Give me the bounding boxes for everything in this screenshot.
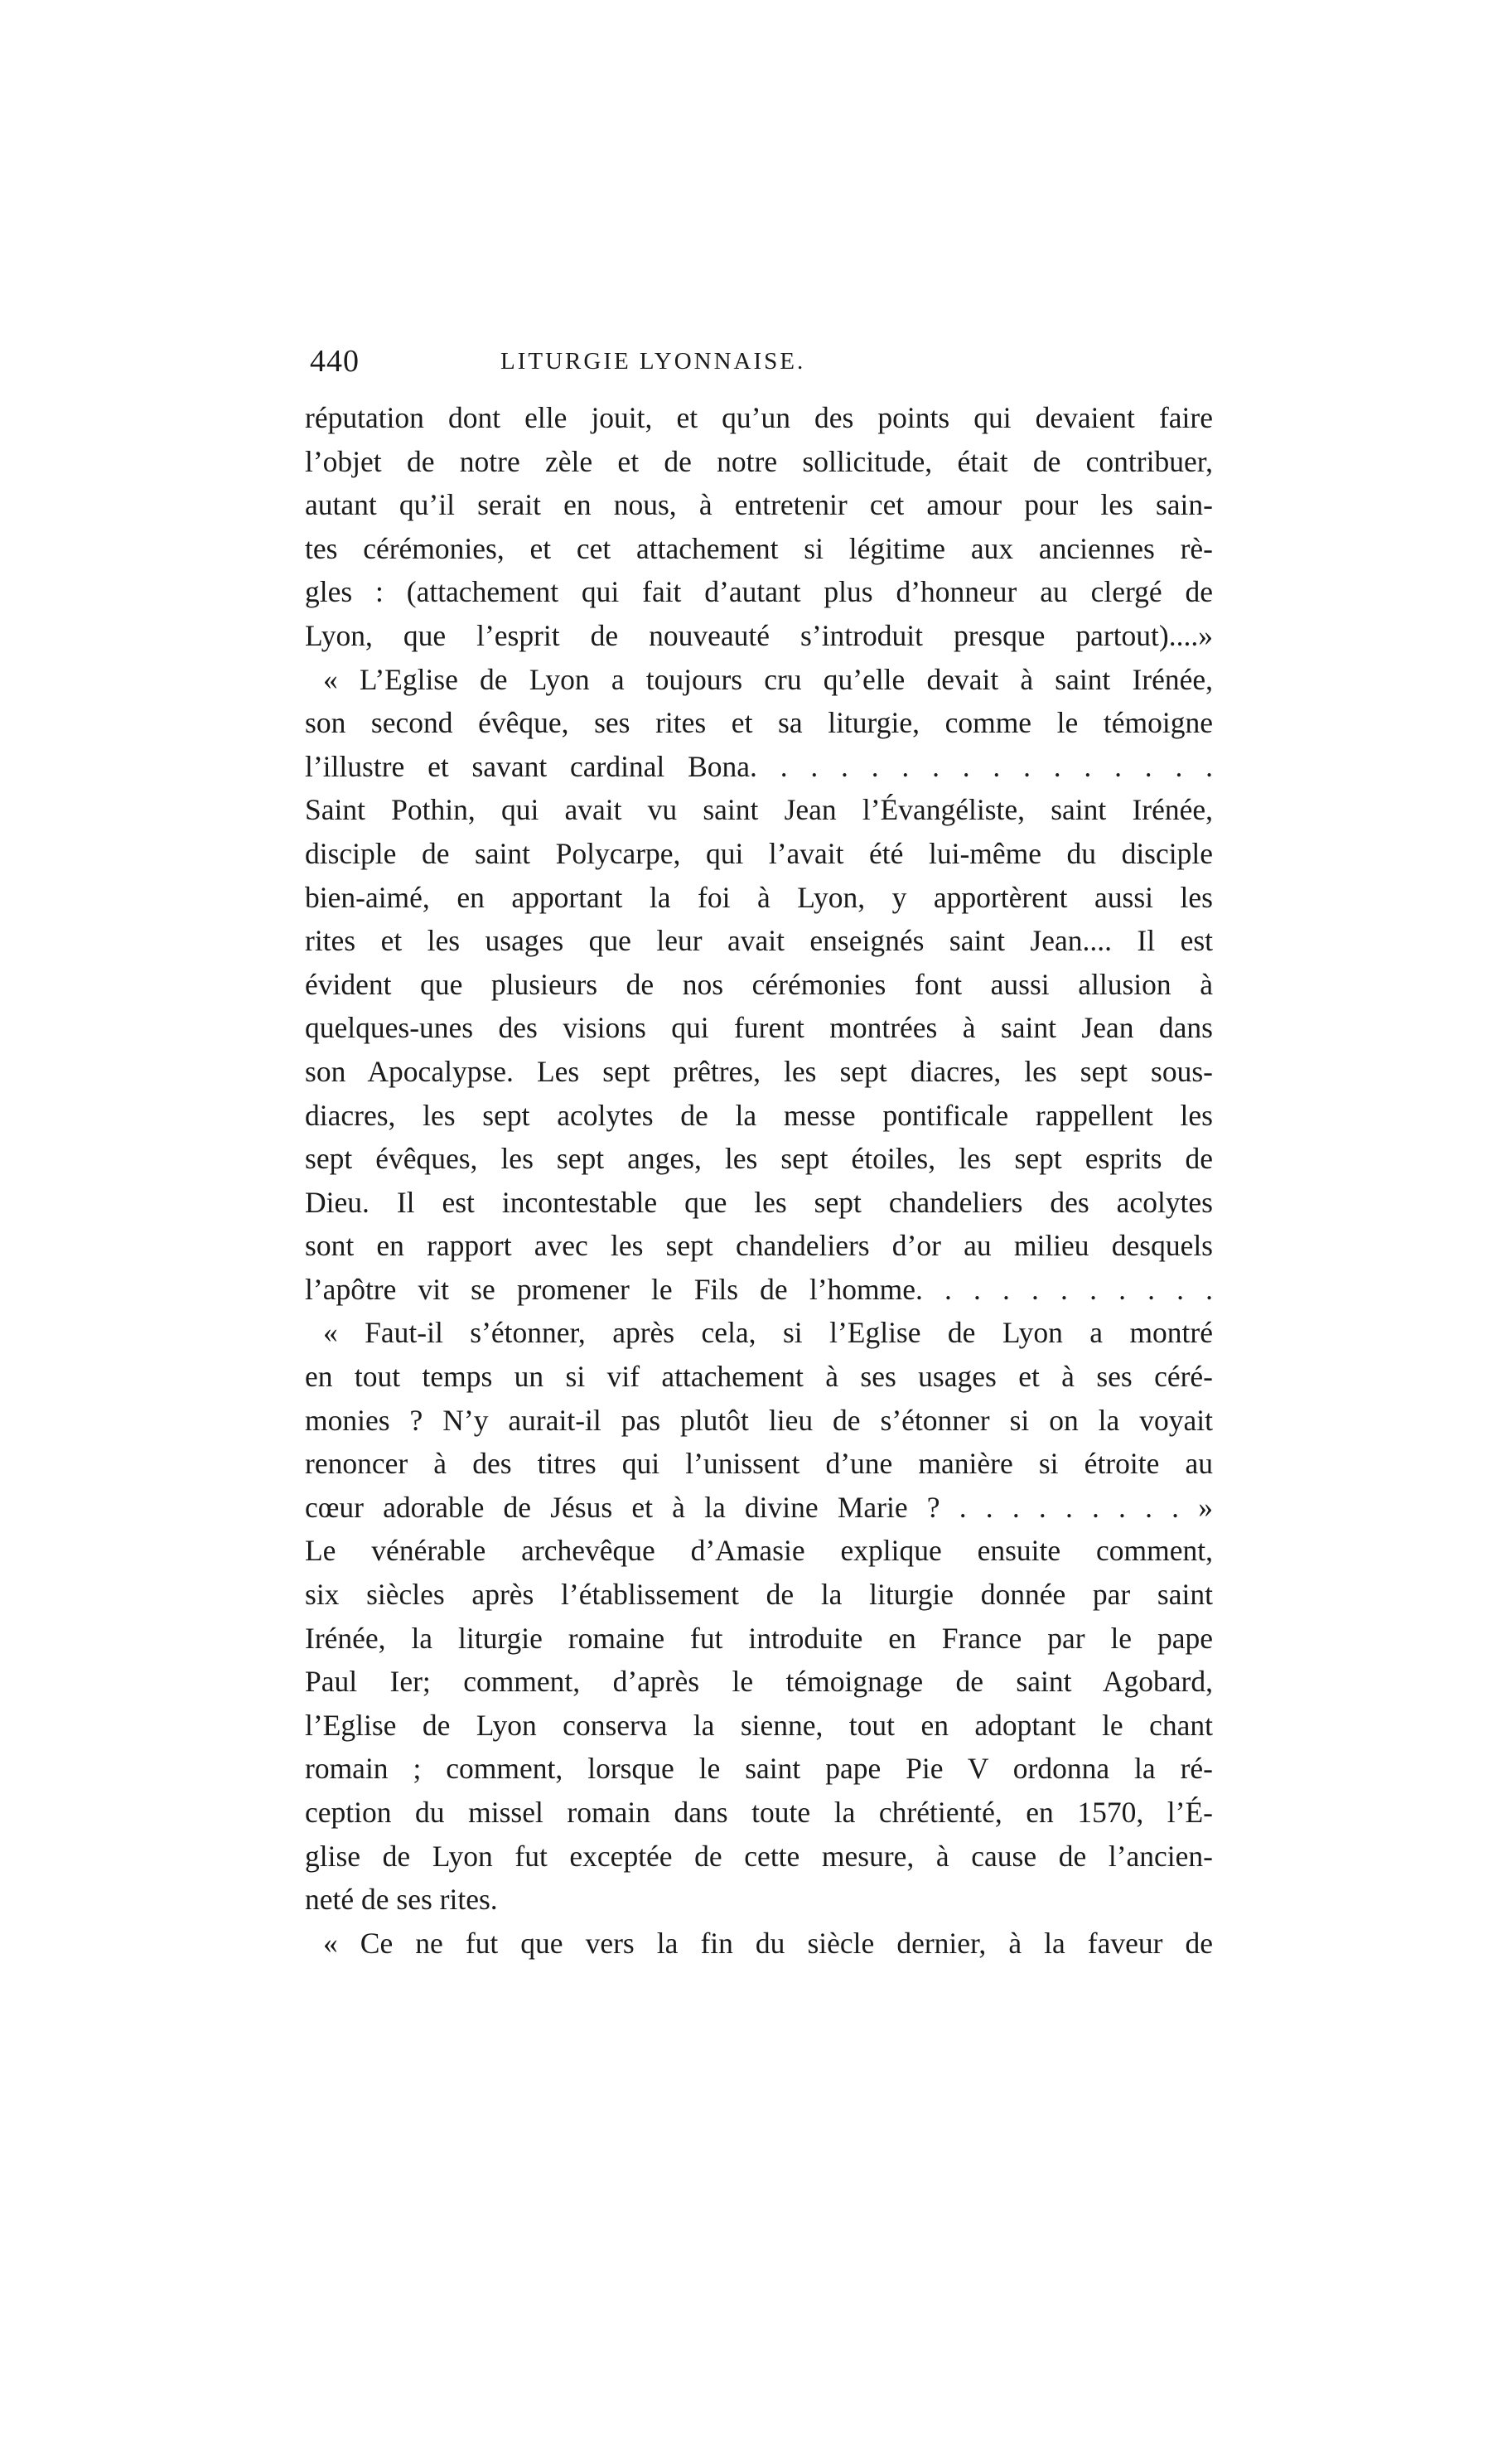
text-line: Saint Pothin, qui avait vu saint Jean l’Évangéliste, saint Irénée,: [305, 793, 1213, 827]
text-line: son Apocalypse. Les sept prêtres, les sept diacres, les sept sous-: [305, 1054, 1213, 1088]
page-header: [310, 343, 1213, 393]
text-line: l’illustre et savant cardinal Bona. . . . . . . . . . . . . . . .: [305, 749, 1213, 783]
text-line: tes cérémonies, et cet attachement si légitime aux anciennes rè-: [305, 531, 1213, 565]
text-line: gles : (attachement qui fait d’autant plus d’honneur au clergé de: [305, 575, 1213, 609]
text-line: six siècles après l’établissement de la liturgie donnée par saint: [305, 1578, 1213, 1612]
text-line: l’objet de notre zèle et de notre sollicitude, était de contribuer,: [305, 444, 1213, 478]
text-line: Dieu. Il est incontestable que les sept chandeliers des acolytes: [305, 1185, 1213, 1219]
paragraph-4: [305, 1311, 1213, 1529]
text-line: glise de Lyon fut exceptée de cette mesure, à cause de l’ancien-: [305, 1839, 1213, 1873]
text-line: disciple de saint Polycarpe, qui l’avait été lui-même du disciple: [305, 836, 1213, 870]
text-line: Lyon, que l’esprit de nouveauté s’introduit presque partout)....»: [305, 618, 1213, 652]
text-line: évident que plusieurs de nos cérémonies font aussi allusion à: [305, 967, 1213, 1001]
text-line: bien-aimé, en apportant la foi à Lyon, y apportèrent aussi les: [305, 880, 1213, 914]
text-line: l’apôtre vit se promener le Fils de l’homme. . . . . . . . . . .: [305, 1272, 1213, 1306]
paragraph-3: [305, 788, 1213, 1311]
text-line: Paul Ier; comment, d’après le témoignage de saint Agobard,: [305, 1665, 1213, 1699]
text-line: ception du missel romain dans toute la chrétienté, en 1570, l’É-: [305, 1796, 1213, 1829]
text-line: quelques-unes des visions qui furent montrées à saint Jean dans: [305, 1011, 1213, 1045]
text-line: monies ? N’y aurait-il pas plutôt lieu de s’étonner si on la voyait: [305, 1403, 1213, 1437]
text-line: sont en rapport avec les sept chandeliers d’or au milieu desquels: [305, 1229, 1213, 1263]
text-line: Irénée, la liturgie romaine fut introduite en France par le pape: [305, 1621, 1213, 1655]
text-line: sept évêques, les sept anges, les sept étoiles, les sept esprits de: [305, 1142, 1213, 1176]
text-line: romain ; comment, lorsque le saint pape Pie V ordonna la ré-: [305, 1752, 1213, 1786]
text-line: en tout temps un si vif attachement à ses usages et à ses céré-: [305, 1360, 1213, 1394]
text-line: son second évêque, ses rites et sa liturgie, comme le témoigne: [305, 706, 1213, 740]
paragraph-2: [305, 658, 1213, 789]
text-line: « Faut-il s’étonner, après cela, si l’Eglise de Lyon a montré: [323, 1316, 1213, 1350]
text-line: « L’Eglise de Lyon a toujours cru qu’elle devait à saint Irénée,: [323, 662, 1213, 696]
text-line: « Ce ne fut que vers la fin du siècle dernier, à la faveur de: [323, 1926, 1213, 1960]
page-number: 440: [310, 344, 360, 379]
text-line: neté de ses rites.: [305, 1883, 498, 1917]
paragraph-5: [305, 1529, 1213, 1921]
body-text: [305, 396, 1213, 1965]
book-page: [305, 0, 1213, 2447]
text-line: diacres, les sept acolytes de la messe pontificale rappellent les: [305, 1098, 1213, 1132]
text-line: Le vénérable archevêque d’Amasie explique ensuite comment,: [305, 1534, 1213, 1568]
text-line: renoncer à des titres qui l’unissent d’une manière si étroite au: [305, 1447, 1213, 1481]
paragraph-1: [305, 396, 1213, 658]
text-line: l’Eglise de Lyon conserva la sienne, tout en adoptant le chant: [305, 1708, 1213, 1742]
paragraph-6: [305, 1922, 1213, 1966]
text-line: rites et les usages que leur avait enseignés saint Jean.... Il est: [305, 924, 1213, 958]
text-line: cœur adorable de Jésus et à la divine Marie ? . . . . . . . . . »: [305, 1490, 1213, 1524]
running-title: LITURGIE LYONNAISE.: [500, 348, 806, 375]
text-line: autant qu’il serait en nous, à entretenir cet amour pour les sain-: [305, 488, 1213, 522]
text-line: réputation dont elle jouit, et qu’un des points qui devaient faire: [305, 401, 1213, 434]
